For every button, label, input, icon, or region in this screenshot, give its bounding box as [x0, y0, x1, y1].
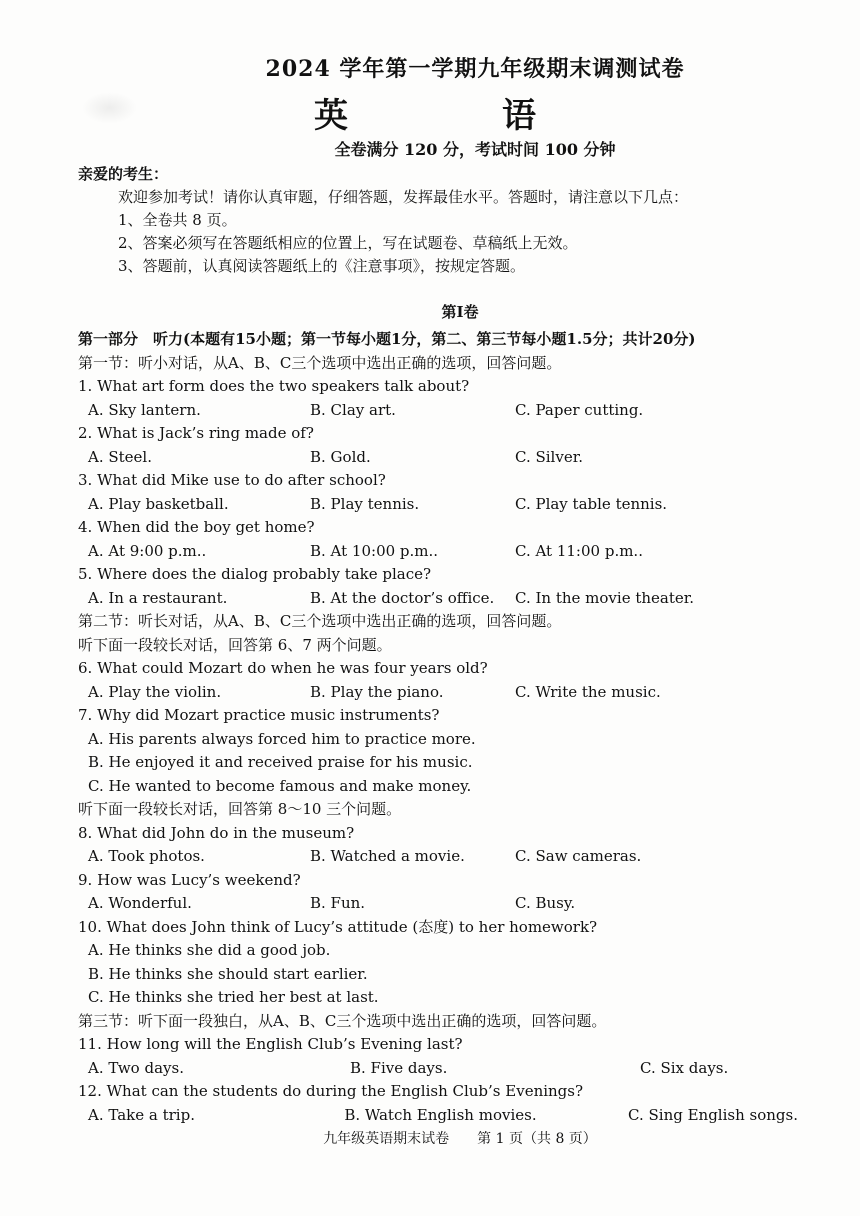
option: B. He enjoyed it and received praise for his music.: [88, 753, 473, 771]
option: C. At 11:00 p.m..: [515, 541, 643, 560]
welcome-text: 欢迎参加考试！请你认真审题，仔细答题，发挥最佳水平。答题时，请注意以下几点：: [118, 188, 689, 206]
options-2: [78, 446, 798, 470]
question-12: 12. What can the students do during the English Club’s Evenings?: [78, 1082, 584, 1100]
exam-title: 2024 学年第一学期九年级期末调测试卷: [265, 56, 685, 82]
option: C. He wanted to become famous and make money.: [88, 776, 472, 795]
options-4: [78, 540, 798, 564]
note-1: 1、全卷共 8 页。: [118, 211, 237, 229]
note-2: 2、答案必须写在答题纸相应的位置上，写在试题卷、草稿纸上无效。: [118, 234, 578, 252]
option: A. Take a trip.: [88, 1105, 195, 1124]
option: A. He thinks she did a good job.: [88, 941, 331, 959]
options-3: [78, 493, 798, 517]
option: A. Two days.: [88, 1058, 184, 1077]
option: A. Took photos.: [88, 847, 205, 865]
option: C. Paper cutting.: [515, 400, 644, 419]
options-8: [78, 845, 798, 869]
option: A. His parents always forced him to practice more.: [88, 729, 476, 748]
section-2-instruction: 第二节：听长对话，从A、B、C三个选项中选出正确的选项，回答问题。: [78, 612, 562, 630]
option: B. Play tennis.: [310, 494, 420, 513]
option: B. He thinks she should start earlier.: [88, 964, 368, 983]
option: C. Six days.: [640, 1058, 729, 1077]
question-4: 4. When did the boy get home?: [78, 518, 315, 536]
question-8: 8. What did John do in the museum?: [78, 823, 355, 842]
options-9: [78, 892, 798, 916]
instructions: [78, 163, 798, 278]
question-1: 1. What art form does the two speakers talk about?: [78, 377, 470, 395]
note-3: 3、答题前，认真阅读答题纸上的《注意事项》，按规定答题。: [118, 257, 526, 275]
option: C. Saw cameras.: [515, 847, 642, 865]
option: B. At the doctor’s office.: [310, 588, 495, 607]
question-3: 3. What did Mike use to do after school?: [78, 471, 386, 489]
question-11: 11. How long will the English Club’s Evening last?: [78, 1035, 463, 1053]
section-2-dialog-b: 听下面一段较长对话，回答第 8～10 三个问题。: [78, 800, 402, 818]
subject-title: 英 语: [314, 96, 596, 136]
question-9: 9. How was Lucy’s weekend?: [78, 870, 301, 889]
option: B. Watch English movies.: [344, 1105, 537, 1124]
option: C. Busy.: [515, 894, 576, 912]
page-footer: 九年级英语期末试卷 第 1 页（共 8 页）: [323, 1131, 597, 1147]
question-7: 7. Why did Mozart practice music instruments?: [78, 706, 440, 724]
question-5: 5. Where does the dialog probably take place?: [78, 565, 432, 583]
option: C. Silver.: [515, 447, 583, 466]
option: C. In the movie theater.: [515, 588, 695, 607]
volume-heading: 第Ⅰ卷: [441, 303, 479, 321]
question-6: 6. What could Mozart do when he was four years old?: [78, 659, 488, 677]
option: C. Play table tennis.: [515, 494, 668, 513]
exam-info: 全卷满分 120 分，考试时间 100 分钟: [334, 140, 616, 159]
option: C. Write the music.: [515, 682, 661, 701]
question-10: 10. What does John think of Lucy’s attitude (态度) to her homework?: [78, 917, 598, 936]
option: A. Wonderful.: [88, 894, 192, 912]
options-6: [78, 681, 798, 705]
question-2: 2. What is Jack’s ring made of?: [78, 424, 314, 442]
options-1: [78, 399, 798, 423]
option: B. Watched a movie.: [310, 847, 465, 865]
option: C. Sing English songs.: [628, 1105, 798, 1124]
option: B. Play the piano.: [310, 682, 444, 701]
greeting: 亲爱的考生：: [78, 165, 169, 183]
option: B. Fun.: [310, 894, 366, 912]
options-5: [78, 587, 798, 611]
section-1-instruction: 第一节：听小对话，从A、B、C三个选项中选出正确的选项，回答问题。: [78, 353, 562, 372]
option: B. Gold.: [310, 447, 371, 466]
option: A. Play basketball.: [88, 494, 229, 513]
option: B. At 10:00 p.m..: [310, 541, 439, 560]
options-11: [78, 1057, 798, 1081]
questions-body: [78, 328, 798, 1127]
option: A. Sky lantern.: [88, 400, 201, 419]
option: B. Clay art.: [310, 400, 396, 419]
section-2-dialog-a: 听下面一段较长对话，回答第 6、7 两个问题。: [78, 635, 392, 654]
section-3-instruction: 第三节：听下面一段独白，从A、B、C三个选项中选出正确的选项，回答问题。: [78, 1011, 607, 1030]
option: A. In a restaurant.: [88, 588, 228, 607]
option: A. Play the violin.: [88, 682, 222, 701]
part-heading: 第一部分 听力(本题有15小题；第一节每小题1分，第二、第三节每小题1.5分；共计20分): [78, 330, 696, 348]
options-12: [78, 1104, 798, 1128]
option: B. Five days.: [350, 1058, 448, 1077]
option: A. At 9:00 p.m..: [88, 541, 207, 560]
option: C. He thinks she tried her best at last.: [88, 988, 379, 1006]
option: A. Steel.: [88, 447, 152, 466]
